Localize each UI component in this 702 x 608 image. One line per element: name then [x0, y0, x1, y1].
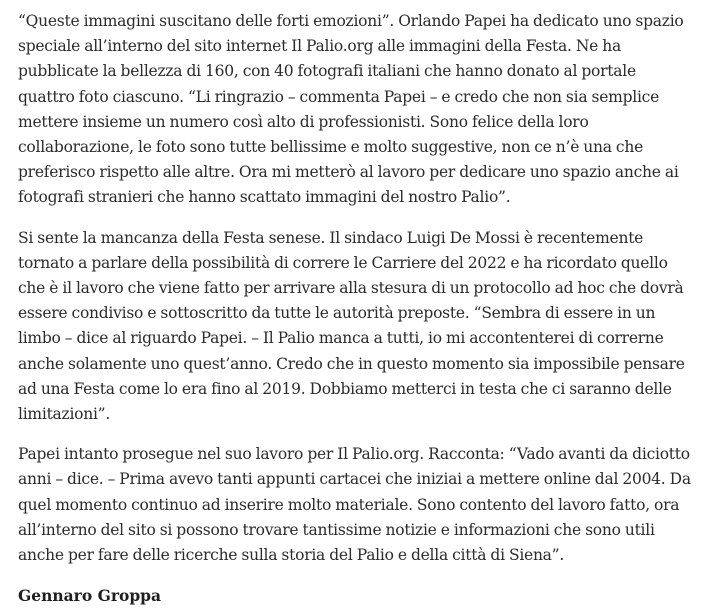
- article-paragraph: Si sente la mancanza della Festa senese. Il sindaco Luigi De Mossi è recentemente tornato a parlare della possibilità di correre le Carriere del 2022 e ha ricordato quello che è il lavoro che viene fatto per arrivare alla stesura di un protocollo ad hoc che dovrà essere condiviso e sottoscritto da tutte le autorità preposte. “Sembra di essere in un limbo – dice al riguardo Papei. – Il Palio manca a tutti, io mi accontenterei di correrne anche solamente uno quest’anno. Credo che in questo momento sia impossibile pensare ad una Festa come lo era fino al 2019. Dobbiamo metterci in testa che ci saranno delle limitazioni”.: [18, 228, 685, 424]
- article-paragraph: “Queste immagini suscitano delle forti emozioni”. Orlando Papei ha dedicato uno spazio speciale all’interno del sito internet Il Palio.org alle immagini della Festa. Ne ha pubblicate la bellezza di 160, con 40 fotografi italiani che hanno donato al portale quattro foto ciascuno. “Li ringrazio – commenta Papei – e credo che non sia semplice mettere insieme un numero così alto di professionisti. Sono felice della loro collaborazione, le foto sono tutte bellissime e molto suggestive, non ce n’è una che preferisco rispetto alle altre. Ora mi metterò al lavoro per dedicare uno spazio anche ai fotografi stranieri che hanno scattato immagini del nostro Palio”.: [18, 12, 684, 207]
- article-paragraph: Papei intanto prosegue nel suo lavoro per Il Palio.org. Racconta: “Vado avanti da diciotto anni – dice. – Prima avevo tanti appunti cartacei che iniziai a mettere online dal 2004. Da quel momento continuo ad inserire molto materiale. Sono contento del lavoro fatto, ora all’interno del sito si possono trovare tantissime notizie e informazioni che sono utili anche per fare delle ricerche sulla storia del Palio e della città di Siena”.: [18, 445, 691, 565]
- article-author: Gennaro Groppa: [18, 586, 162, 606]
